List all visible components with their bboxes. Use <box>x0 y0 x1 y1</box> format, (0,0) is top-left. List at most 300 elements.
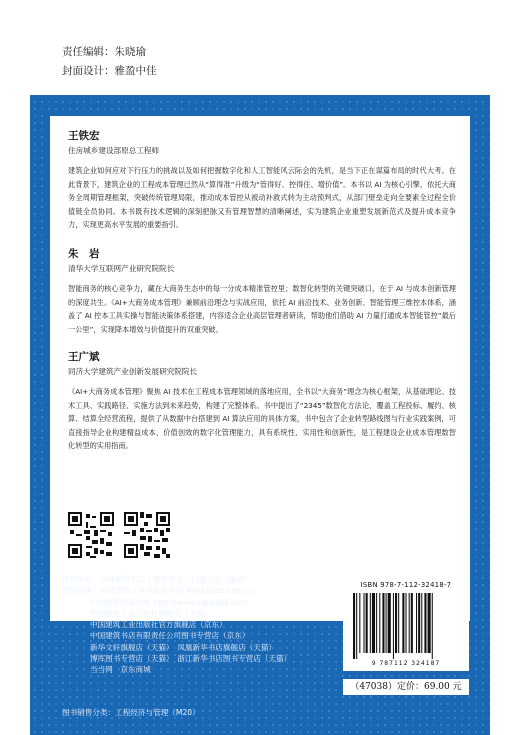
pattern-dot <box>300 703 302 705</box>
pattern-dot <box>412 696 414 698</box>
pattern-dot <box>244 682 246 684</box>
pattern-dot <box>55 626 57 628</box>
pattern-dot <box>237 108 239 110</box>
pattern-dot <box>279 682 281 684</box>
pattern-dot <box>41 283 43 285</box>
pattern-dot <box>132 703 134 705</box>
pattern-dot <box>55 661 57 663</box>
pattern-dot <box>398 710 400 712</box>
pattern-dot <box>363 703 365 705</box>
pattern-dot <box>293 108 295 110</box>
pattern-dot <box>34 703 36 705</box>
pattern-dot <box>482 248 484 250</box>
pattern-dot <box>34 584 36 586</box>
pattern-dot <box>489 605 490 607</box>
pattern-dot <box>475 465 477 467</box>
pattern-dot <box>293 724 295 726</box>
pattern-dot <box>104 682 106 684</box>
pattern-dot <box>468 101 470 103</box>
pattern-dot <box>34 556 36 558</box>
online-channel: 中国建筑工业出版社官方旗舰店（京东） <box>90 620 227 630</box>
pattern-dot <box>41 549 43 551</box>
pattern-dot <box>475 332 477 334</box>
pattern-dot <box>489 395 490 397</box>
pattern-dot <box>48 689 50 691</box>
pattern-dot <box>34 360 36 362</box>
pattern-dot <box>419 101 421 103</box>
pattern-dot <box>489 374 490 376</box>
pattern-dot <box>321 689 323 691</box>
pattern-dot <box>265 108 267 110</box>
pattern-dot <box>489 220 490 222</box>
pattern-dot <box>349 710 351 712</box>
pattern-dot <box>321 647 323 649</box>
pattern-dot <box>69 101 71 103</box>
pattern-dot <box>482 605 484 607</box>
pattern-dot <box>489 269 490 271</box>
pattern-dot <box>482 451 484 453</box>
pattern-dot <box>34 640 36 642</box>
qr-code-wechat <box>66 510 116 560</box>
pattern-dot <box>482 619 484 621</box>
pattern-dot <box>41 325 43 327</box>
pattern-dot <box>181 108 183 110</box>
pattern-dot <box>482 500 484 502</box>
pattern-dot <box>489 619 490 621</box>
pattern-dot <box>195 724 197 726</box>
pattern-dot <box>55 682 57 684</box>
pattern-dot <box>132 682 134 684</box>
pattern-dot <box>195 108 197 110</box>
pattern-dot <box>489 542 490 544</box>
pattern-dot <box>244 101 246 103</box>
pattern-dot <box>328 724 330 726</box>
pattern-dot <box>34 444 36 446</box>
pattern-dot <box>111 682 113 684</box>
pattern-dot <box>489 171 490 173</box>
pattern-dot <box>132 731 134 733</box>
pattern-dot <box>195 703 197 705</box>
pattern-dot <box>377 724 379 726</box>
pattern-dot <box>391 724 393 726</box>
pattern-dot <box>104 724 106 726</box>
pattern-dot <box>34 325 36 327</box>
pattern-dot <box>335 682 337 684</box>
pattern-dot <box>181 696 183 698</box>
pattern-dot <box>41 703 43 705</box>
pattern-dot <box>412 101 414 103</box>
pattern-dot <box>433 675 435 677</box>
pattern-dot <box>202 101 204 103</box>
pattern-dot <box>34 507 36 509</box>
pattern-dot <box>300 689 302 691</box>
pattern-dot <box>272 101 274 103</box>
pattern-dot <box>34 514 36 516</box>
pattern-dot <box>34 689 36 691</box>
online-channel: 新华文轩旗舰店（天猫） 凤凰新华书店旗舰店（天猫） <box>90 642 277 652</box>
pattern-dot <box>41 605 43 607</box>
pattern-dot <box>167 689 169 691</box>
pattern-dot <box>41 731 43 733</box>
pattern-dot <box>174 696 176 698</box>
pattern-dot <box>34 374 36 376</box>
pattern-dot <box>34 570 36 572</box>
pattern-dot <box>482 402 484 404</box>
pattern-dot <box>468 710 470 712</box>
pattern-dot <box>41 444 43 446</box>
pattern-dot <box>454 101 456 103</box>
pattern-dot <box>188 731 190 733</box>
pattern-dot <box>251 682 253 684</box>
pattern-dot <box>153 689 155 691</box>
pattern-dot <box>230 717 232 719</box>
pattern-dot <box>76 731 78 733</box>
review-2 <box>68 246 456 336</box>
pattern-dot <box>90 101 92 103</box>
pattern-dot <box>370 717 372 719</box>
pattern-dot <box>293 675 295 677</box>
pattern-dot <box>41 388 43 390</box>
pattern-dot <box>440 696 442 698</box>
pattern-dot <box>482 297 484 299</box>
pattern-dot <box>482 101 484 103</box>
pattern-dot <box>489 675 490 677</box>
pattern-dot <box>489 283 490 285</box>
pattern-dot <box>482 304 484 306</box>
barcode-bar <box>409 593 410 653</box>
pattern-dot <box>293 640 295 642</box>
pattern-dot <box>475 619 477 621</box>
barcode-bar <box>395 593 397 653</box>
pattern-dot <box>391 696 393 698</box>
pattern-dot <box>489 465 490 467</box>
pattern-dot <box>405 675 407 677</box>
pattern-dot <box>363 731 365 733</box>
pattern-dot <box>475 234 477 236</box>
reviewer-title: 住房城乡建设部原总工程师 <box>68 146 160 155</box>
pattern-dot <box>433 710 435 712</box>
pattern-dot <box>41 234 43 236</box>
pattern-dot <box>461 101 463 103</box>
pattern-dot <box>482 269 484 271</box>
pattern-dot <box>475 612 477 614</box>
pattern-dot <box>146 724 148 726</box>
pattern-dot <box>132 689 134 691</box>
pattern-dot <box>307 654 309 656</box>
pattern-dot <box>482 325 484 327</box>
pattern-dot <box>433 108 435 110</box>
qr-code-icon <box>66 510 116 560</box>
pattern-dot <box>279 689 281 691</box>
pattern-dot <box>482 157 484 159</box>
distribution-line: 经销单位：各地新华书店 / 建筑书店（扫描上方二维码） <box>62 575 252 584</box>
pattern-dot <box>216 696 218 698</box>
pattern-dot <box>181 731 183 733</box>
pattern-dot <box>34 409 36 411</box>
pattern-dot <box>475 444 477 446</box>
pattern-dot <box>447 724 449 726</box>
pattern-dot <box>489 444 490 446</box>
barcode-bar <box>393 593 394 659</box>
pattern-dot <box>475 549 477 551</box>
editor-credit: 责任编辑：朱晓瑜 <box>62 46 146 58</box>
pattern-dot <box>41 150 43 152</box>
pattern-dot <box>475 591 477 593</box>
pattern-dot <box>244 689 246 691</box>
pattern-dot <box>314 710 316 712</box>
pattern-dot <box>41 269 43 271</box>
pattern-dot <box>195 682 197 684</box>
pattern-dot <box>34 633 36 635</box>
pattern-dot <box>97 108 99 110</box>
pattern-dot <box>391 108 393 110</box>
pattern-dot <box>482 423 484 425</box>
pattern-dot <box>97 682 99 684</box>
pattern-dot <box>489 549 490 551</box>
pattern-dot <box>41 115 43 117</box>
pattern-dot <box>307 731 309 733</box>
pattern-dot <box>34 458 36 460</box>
pattern-dot <box>286 108 288 110</box>
pattern-dot <box>34 206 36 208</box>
pattern-dot <box>146 696 148 698</box>
pattern-dot <box>475 325 477 327</box>
pattern-dot <box>356 710 358 712</box>
pattern-dot <box>475 668 477 670</box>
pattern-dot <box>377 696 379 698</box>
pattern-dot <box>475 710 477 712</box>
pattern-dot <box>489 423 490 425</box>
pattern-dot <box>482 528 484 530</box>
pattern-dot <box>377 108 379 110</box>
pattern-dot <box>475 409 477 411</box>
pattern-dot <box>55 675 57 677</box>
pattern-dot <box>489 115 490 117</box>
pattern-dot <box>307 682 309 684</box>
pattern-dot <box>41 528 43 530</box>
pattern-dot <box>223 724 225 726</box>
pattern-dot <box>41 493 43 495</box>
pattern-dot <box>125 689 127 691</box>
pattern-dot <box>41 437 43 439</box>
pattern-dot <box>482 178 484 180</box>
pattern-dot <box>202 703 204 705</box>
pattern-dot <box>433 703 435 705</box>
pattern-dot <box>468 675 470 677</box>
pattern-dot <box>279 731 281 733</box>
pattern-dot <box>34 234 36 236</box>
pattern-dot <box>447 731 449 733</box>
pattern-dot <box>69 108 71 110</box>
pattern-dot <box>405 703 407 705</box>
pattern-dot <box>41 661 43 663</box>
pattern-dot <box>118 689 120 691</box>
pattern-dot <box>160 703 162 705</box>
pattern-dot <box>419 696 421 698</box>
pattern-dot <box>475 682 477 684</box>
pattern-dot <box>209 689 211 691</box>
pattern-dot <box>118 696 120 698</box>
pattern-dot <box>279 724 281 726</box>
pattern-dot <box>300 654 302 656</box>
pattern-dot <box>482 346 484 348</box>
pattern-dot <box>447 710 449 712</box>
pattern-dot <box>174 703 176 705</box>
pattern-dot <box>34 668 36 670</box>
pattern-dot <box>447 108 449 110</box>
pattern-dot <box>314 668 316 670</box>
pattern-dot <box>489 682 490 684</box>
pattern-dot <box>482 227 484 229</box>
pattern-dot <box>55 668 57 670</box>
pattern-dot <box>363 675 365 677</box>
pattern-dot <box>41 206 43 208</box>
pattern-dot <box>90 696 92 698</box>
pattern-dot <box>62 108 64 110</box>
pattern-dot <box>41 164 43 166</box>
pattern-dot <box>391 703 393 705</box>
pattern-dot <box>475 206 477 208</box>
pattern-dot <box>489 717 490 719</box>
pattern-dot <box>167 703 169 705</box>
pattern-dot <box>307 710 309 712</box>
pattern-dot <box>34 724 36 726</box>
pattern-dot <box>195 731 197 733</box>
pattern-dot <box>384 724 386 726</box>
barcode-bar <box>416 593 417 653</box>
pattern-dot <box>160 682 162 684</box>
pattern-dot <box>132 696 134 698</box>
pattern-dot <box>41 416 43 418</box>
pattern-dot <box>41 675 43 677</box>
pattern-dot <box>475 395 477 397</box>
pattern-dot <box>34 626 36 628</box>
pattern-dot <box>489 248 490 250</box>
review-text: 建筑企业如何应对下行压力的挑战以及如何把握数字化和人工智能风云际会的先机，是当下正在谋篇布局的时代大考。在此背景下，建筑企业的工程成本管理已然从“算得准”升级为“管得好、控得住、增价值”。本书以 AI 为核心引擎，依托大商务全周期管理框架，突破传统管理局限，推动成本管控从被动补救式转为主动预判式，从部门壁垒走向全要素全过程全价值链全员协同。本书既有技术逻辑的深刻把脉又有管理智慧的清晰阐述，实为建筑企业重塑发展新范式及提升成本竞争力，实现更高水平发展的重要指引。 <box>68 166 456 230</box>
pattern-dot <box>482 192 484 194</box>
pattern-dot <box>419 731 421 733</box>
pattern-dot <box>405 731 407 733</box>
pattern-dot <box>223 689 225 691</box>
pattern-dot <box>216 703 218 705</box>
pattern-dot <box>328 668 330 670</box>
pattern-dot <box>34 143 36 145</box>
pattern-dot <box>482 381 484 383</box>
pattern-dot <box>475 164 477 166</box>
pattern-dot <box>489 493 490 495</box>
pattern-dot <box>111 703 113 705</box>
pattern-dot <box>300 675 302 677</box>
pattern-dot <box>384 710 386 712</box>
pattern-dot <box>118 703 120 705</box>
pattern-dot <box>314 661 316 663</box>
pattern-dot <box>482 353 484 355</box>
pattern-dot <box>41 297 43 299</box>
pattern-dot <box>412 710 414 712</box>
pattern-dot <box>41 185 43 187</box>
pattern-dot <box>405 101 407 103</box>
pattern-dot <box>475 577 477 579</box>
pattern-dot <box>356 724 358 726</box>
pattern-dot <box>482 143 484 145</box>
pattern-dot <box>62 696 64 698</box>
pattern-dot <box>41 304 43 306</box>
pattern-dot <box>489 731 490 733</box>
sales-info <box>62 574 291 676</box>
pattern-dot <box>349 717 351 719</box>
pattern-dot <box>62 731 64 733</box>
pattern-dot <box>475 570 477 572</box>
pattern-dot <box>62 682 64 684</box>
pattern-dot <box>475 388 477 390</box>
pattern-dot <box>426 696 428 698</box>
pattern-dot <box>104 696 106 698</box>
pattern-dot <box>482 185 484 187</box>
pattern-dot <box>34 528 36 530</box>
pattern-dot <box>244 731 246 733</box>
pattern-dot <box>216 689 218 691</box>
pattern-dot <box>356 731 358 733</box>
pattern-dot <box>230 108 232 110</box>
pattern-dot <box>370 675 372 677</box>
pattern-dot <box>412 108 414 110</box>
pattern-dot <box>475 472 477 474</box>
pattern-dot <box>41 577 43 579</box>
pattern-dot <box>482 535 484 537</box>
pattern-dot <box>482 150 484 152</box>
qr-caption-bookstores: 各 地 建 筑 书 店 <box>122 563 172 571</box>
pattern-dot <box>307 108 309 110</box>
pattern-dot <box>34 290 36 292</box>
pattern-dot <box>167 724 169 726</box>
pattern-dot <box>342 724 344 726</box>
pattern-dot <box>104 689 106 691</box>
pattern-dot <box>482 661 484 663</box>
pattern-dot <box>328 682 330 684</box>
pattern-dot <box>258 703 260 705</box>
pattern-dot <box>237 703 239 705</box>
pattern-dot <box>258 710 260 712</box>
pattern-dot <box>34 647 36 649</box>
pattern-dot <box>412 731 414 733</box>
pattern-dot <box>195 101 197 103</box>
pattern-dot <box>293 710 295 712</box>
pattern-dot <box>34 479 36 481</box>
pattern-dot <box>97 703 99 705</box>
barcode-bar <box>424 593 426 653</box>
pattern-dot <box>104 101 106 103</box>
pattern-dot <box>300 731 302 733</box>
pattern-dot <box>48 101 50 103</box>
price-label: （47038）定价：69.00 元 <box>343 679 469 695</box>
pattern-dot <box>321 717 323 719</box>
pattern-dot <box>328 633 330 635</box>
pattern-dot <box>216 717 218 719</box>
pattern-dot <box>433 101 435 103</box>
pattern-dot <box>174 731 176 733</box>
pattern-dot <box>272 696 274 698</box>
pattern-dot <box>321 710 323 712</box>
pattern-dot <box>167 682 169 684</box>
pattern-dot <box>482 479 484 481</box>
pattern-dot <box>146 731 148 733</box>
pattern-dot <box>90 703 92 705</box>
pattern-dot <box>34 563 36 565</box>
pattern-dot <box>314 108 316 110</box>
pattern-dot <box>475 178 477 180</box>
pattern-dot <box>475 717 477 719</box>
pattern-dot <box>475 248 477 250</box>
